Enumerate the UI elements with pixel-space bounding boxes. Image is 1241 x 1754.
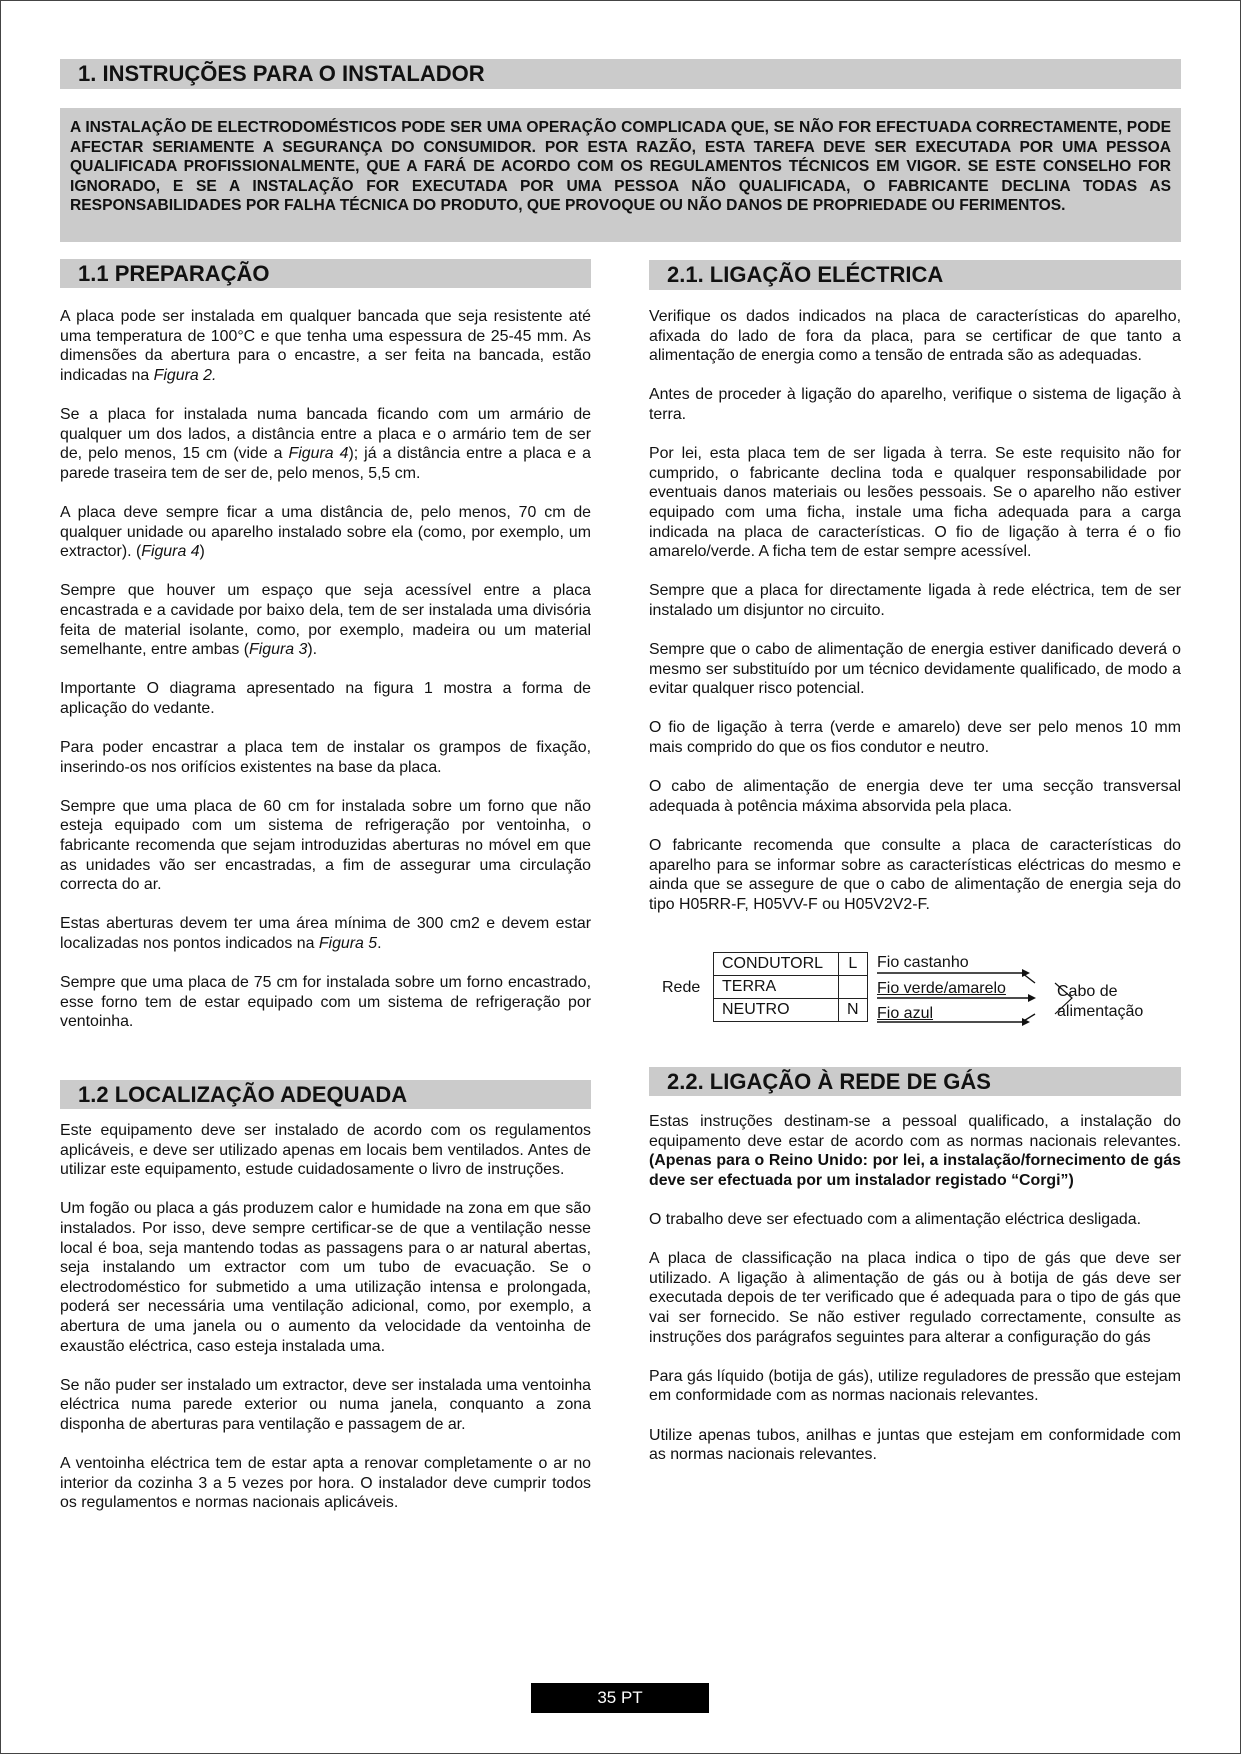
text: ); já a distância entre a placa e a parede traseira tem de ser de, pelo menos, 5,5 cm. bbox=[60, 445, 591, 482]
cable-label-line1: Cabo de bbox=[1057, 983, 1118, 1000]
rede-label: Rede bbox=[662, 979, 701, 996]
paragraph: Se não puder ser instalado um extractor, deve ser instalada uma ventoinha eléctrica numa parede exterior ou numa janela, conquanto a zona disponha de aberturas para ventilação e passagem de ar. bbox=[60, 1376, 591, 1433]
paragraph: Para gás líquido (botija de gás), utilize reguladores de pressão que estejam em conformidade com as normas nacionais relevantes. bbox=[649, 1367, 1181, 1405]
paragraph: Utilize apenas tubos, anilhas e juntas que estejam em conformidade com as normas nacionais relevantes. bbox=[649, 1426, 1181, 1464]
section-2-1-body bbox=[649, 307, 1181, 914]
paragraph: A ventoinha eléctrica tem de estar apta a renovar completamente o ar no interior da cozinha 3 a 5 vezes por hora. O instalador deve cumprir todos os regulamentos e normas nacionais aplicáveis. bbox=[60, 1455, 591, 1512]
section-2-1-title: 2.1. LIGAÇÃO ELÉCTRICA bbox=[649, 260, 1181, 290]
section-1-1-title: 1.1 PREPARAÇÃO bbox=[60, 259, 591, 288]
page-number: 35 PT bbox=[531, 1683, 709, 1713]
text: Sempre que houver um espaço que seja acessível entre a placa encastrada e a cavidade por baixo dela, tem de ser instalada uma divisória feita de material isolante, como, por exemplo, madeira ou um material semelhante, entre ambas ( bbox=[60, 582, 591, 659]
cable-label-line2: alimentação bbox=[1057, 1003, 1144, 1020]
paragraph bbox=[60, 503, 591, 562]
paragraph bbox=[60, 307, 591, 385]
paragraph bbox=[60, 581, 591, 659]
text: ). bbox=[307, 641, 318, 659]
paragraph: Este equipamento deve ser instalado de acordo com os regulamentos aplicáveis, e deve ser utilizado apenas em locais bem ventilados. Antes de utilizar este equipamento, estude cuidadosamente o livro de instruções. bbox=[60, 1122, 591, 1179]
section-1-1-body bbox=[60, 307, 591, 1032]
paragraph: Verifique os dados indicados na placa de características do aparelho, afixada do lado de fora da placa, para se certificar de que tanto a alimentação de energia como a tensão de entrada são as adequadas. bbox=[649, 308, 1181, 365]
wire-name: NEUTRO bbox=[714, 999, 839, 1022]
section-1-title: 1. INSTRUÇÕES PARA O INSTALADOR bbox=[60, 59, 1181, 89]
wire-code: N bbox=[839, 999, 868, 1022]
paragraph: Sempre que uma placa de 75 cm for instalada sobre um forno encastrado, esse forno tem de estar equipado com um sistema de refrigeração por ventoinha. bbox=[60, 974, 591, 1031]
paragraph: O fio de ligação à terra (verde e amarelo) deve ser pelo menos 10 mm mais comprido do que os fios condutor e neutro. bbox=[649, 719, 1181, 757]
figure-ref: Figura 3 bbox=[249, 641, 308, 659]
section-1-2-title: 1.2 LOCALIZAÇÃO ADEQUADA bbox=[60, 1080, 591, 1109]
wire-color-label: Fio castanho bbox=[877, 954, 969, 971]
installer-warning: A INSTALAÇÃO DE ELECTRODOMÉSTICOS PODE SER UMA OPERAÇÃO COMPLICADA QUE, SE NÃO FOR EFECTUADA CORRECTAMENTE, PODE AFECTAR SERIAMENTE A SEGURANÇA DO CONSUMIDOR. POR ESTA RAZÃO, ESTA TAREFA DEVE SER EXECUTADA POR UMA PESSOA QUALIFICADA PROFISSIONALMENTE, QUE A FARÁ DE ACORDO COM OS REGULAMENTOS TÉCNICOS EM VIGOR. SE ESTE CONSELHO FOR IGNORADO, E SE A INSTALAÇÃO FOR EXECUTADA POR UMA PESSOA NÃO QUALIFICADA, O FABRICANTE DECLINA TODAS AS RESPONSABILIDADES POR FALHA TÉCNICA DO PRODUTO, QUE PROVOQUE OU NÃO DANOS DE PROPRIEDADE OU FERIMENTOS. bbox=[60, 108, 1181, 242]
wire-code: L bbox=[839, 953, 868, 976]
wiring-diagram bbox=[652, 952, 1172, 1026]
paragraph: Sempre que o cabo de alimentação de energia estiver danificado deverá o mesmo ser substituído por um técnico devidamente qualificado, de modo a evitar qualquer risco potencial. bbox=[649, 641, 1181, 698]
text: Estas instruções destinam-se a pessoal qualificado, a instalação do equipamento deve estar de acordo com as normas nacionais relevantes. bbox=[649, 1113, 1181, 1150]
section-2-2-body bbox=[649, 1112, 1181, 1465]
figure-ref: Figura 5 bbox=[318, 935, 378, 952]
text: A placa pode ser instalada em qualquer bancada que seja resistente até uma temperatura de 100°C e que tenha uma espessura de 25-45 mm. As dimensões da abertura para o encastre, a ser feita na bancada, estão indicadas na bbox=[60, 308, 591, 384]
paragraph: Antes de proceder à ligação do aparelho, verifique o sistema de ligação à terra. bbox=[649, 386, 1181, 423]
paragraph: O fabricante recomenda que consulte a placa de características do aparelho para se informar sobre as características eléctricas do mesmo e ainda que se assegure de que o cabo de alimentação de energia seja do tipo H05RR-F, H05VV-F ou H05V2V2-F. bbox=[649, 837, 1181, 913]
text: ) bbox=[199, 543, 205, 561]
section-1-2-body bbox=[60, 1121, 591, 1513]
text: A placa deve sempre ficar a uma distância de, pelo menos, 70 cm de qualquer unidade ou aparelho instalado sobre ela (como, por exemplo, um extractor). ( bbox=[60, 503, 591, 561]
paragraph: O cabo de alimentação de energia deve ter uma secção transversal adequada à potência máxima absorvida pela placa. bbox=[649, 778, 1181, 815]
paragraph: Sempre que uma placa de 60 cm for instalada sobre um forno que não esteja equipado com um sistema de refrigeração por ventoinha, o fabricante recomenda que sejam introduzidas aberturas no móvel em que as unidades vão ser encastradas, a fim de assegurar uma circulação correcta do ar. bbox=[60, 797, 591, 894]
wire-color-label: Fio verde/amarelo bbox=[877, 980, 1006, 997]
paragraph: O trabalho deve ser efectuado com a alimentação eléctrica desligada. bbox=[649, 1210, 1142, 1228]
wire-name: TERRA bbox=[714, 976, 839, 999]
paragraph: Sempre que a placa for directamente ligada à rede eléctrica, tem de ser instalado um disjuntor no circuito. bbox=[649, 582, 1181, 619]
bold-text: (Apenas para o Reino Unido: por lei, a instalação/fornecimento de gás deve ser efectuada por um instalador registado “Corgi”) bbox=[649, 1152, 1181, 1189]
figure-ref: Figura 4 bbox=[141, 543, 200, 561]
wire-name: CONDUTORL bbox=[714, 953, 839, 976]
figure-ref: Figura 4 bbox=[288, 445, 349, 463]
arrow-head-icon bbox=[1028, 994, 1036, 1002]
wire-color-label: Fio azul bbox=[877, 1005, 934, 1022]
paragraph bbox=[60, 405, 591, 483]
paragraph bbox=[60, 914, 591, 953]
figure-ref: Figura 2. bbox=[153, 366, 217, 384]
section-2-2-title: 2.2. LIGAÇÃO À REDE DE GÁS bbox=[649, 1067, 1181, 1096]
paragraph: Importante O diagrama apresentado na figura 1 mostra a forma de aplicação do vedante. bbox=[60, 680, 591, 717]
paragraph: A placa de classificação na placa indica o tipo de gás que deve ser utilizado. A ligação à alimentação de gás ou à botija de gás deve ser executada depois de ter verificado que é adequada para o tipo de gás que vai ser fornecido. Se não estiver regulado correctamente, consulte as instruções dos parágrafos seguintes para alterar a configuração do gás bbox=[649, 1250, 1181, 1346]
paragraph: Por lei, esta placa tem de ser ligada à terra. Se este requisito não for cumprido, o fabricante declina toda e qualquer responsabilidade por eventuais danos materiais ou lesões pessoais. Se o aparelho não estiver equipado com uma ficha, instale uma ficha adequada para a carga indicada na placa de características. O fio de ligação à terra é o fio amarelo/verde. A ficha tem de estar sempre acessível. bbox=[649, 445, 1181, 561]
paragraph: Um fogão ou placa a gás produzem calor e humidade na zona em que são instalados. Por isso, deve sempre certificar-se de que a ventilação nesse local é boa, seja mantendo todas as passagens para o ar natural abertas, seja instalando um extractor com um tubo de evacuação. Se o electrodoméstico for submetido a uma utilização intensa e prolongada, poderá ser necessária uma ventilação adicional, como, por exemplo, a abertura de uma janela ou o aumento da velocidade da ventoinha de exaustão eléctrica, caso esteja instalada uma. bbox=[60, 1200, 591, 1355]
paragraph: Para poder encastrar a placa tem de instalar os grampos de fixação, inserindo-os nos orifícios existentes na base da placa. bbox=[60, 739, 591, 776]
paragraph bbox=[649, 1112, 1181, 1190]
text: Se a placa for instalada numa bancada ficando com um armário de qualquer um dos lados, a distância entre a placa e o armário tem de ser de, pelo menos, 15 cm (vide a bbox=[60, 405, 591, 463]
text: Estas aberturas devem ter uma área mínima de 300 cm2 e devem estar localizadas nos pontos indicados na bbox=[60, 915, 591, 952]
text: . bbox=[377, 935, 382, 952]
